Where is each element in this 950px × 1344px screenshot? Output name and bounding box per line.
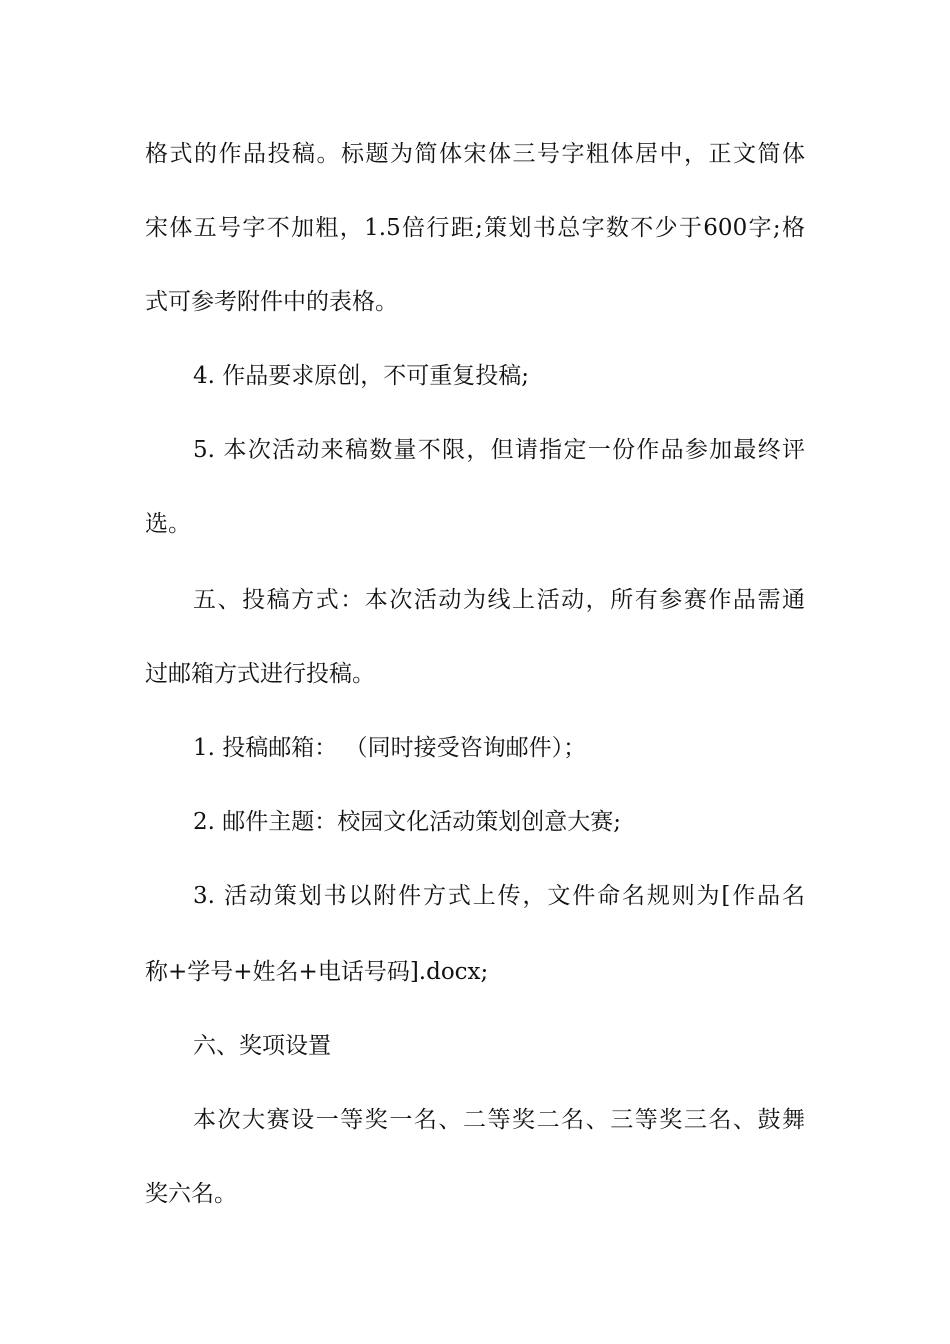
section-heading: 六、奖项设置	[193, 1033, 331, 1059]
section-heading: 五、投稿方式：本次活动为线上活动，所有参赛作品需通	[193, 587, 805, 613]
body-line: 本次大赛设一等奖一名、二等奖二名、三等奖三名、鼓舞	[193, 1107, 805, 1133]
body-line: 式可参考附件中的表格。	[145, 289, 398, 315]
body-line: 称+学号+姓名+电话号码].docx;	[145, 959, 489, 985]
list-item: 2. 邮件主题：校园文化活动策划创意大赛;	[193, 809, 622, 835]
body-line: 格式的作品投稿。标题为简体宋体三号字粗体居中，正文简体	[145, 141, 805, 167]
list-item: 4. 作品要求原创，不可重复投稿;	[193, 363, 530, 389]
list-item: 5. 本次活动来稿数量不限，但请指定一份作品参加最终评	[193, 437, 805, 463]
body-line: 选。	[145, 511, 191, 537]
list-item: 3. 活动策划书以附件方式上传，文件命名规则为[作品名	[193, 883, 805, 909]
list-item: 1. 投稿邮箱： （同时接受咨询邮件）；	[193, 735, 587, 761]
body-line: 宋体五号字不加粗，1.5倍行距;策划书总字数不少于600字;格	[145, 215, 805, 241]
body-line: 奖六名。	[145, 1181, 237, 1207]
body-line: 过邮箱方式进行投稿。	[145, 661, 375, 687]
